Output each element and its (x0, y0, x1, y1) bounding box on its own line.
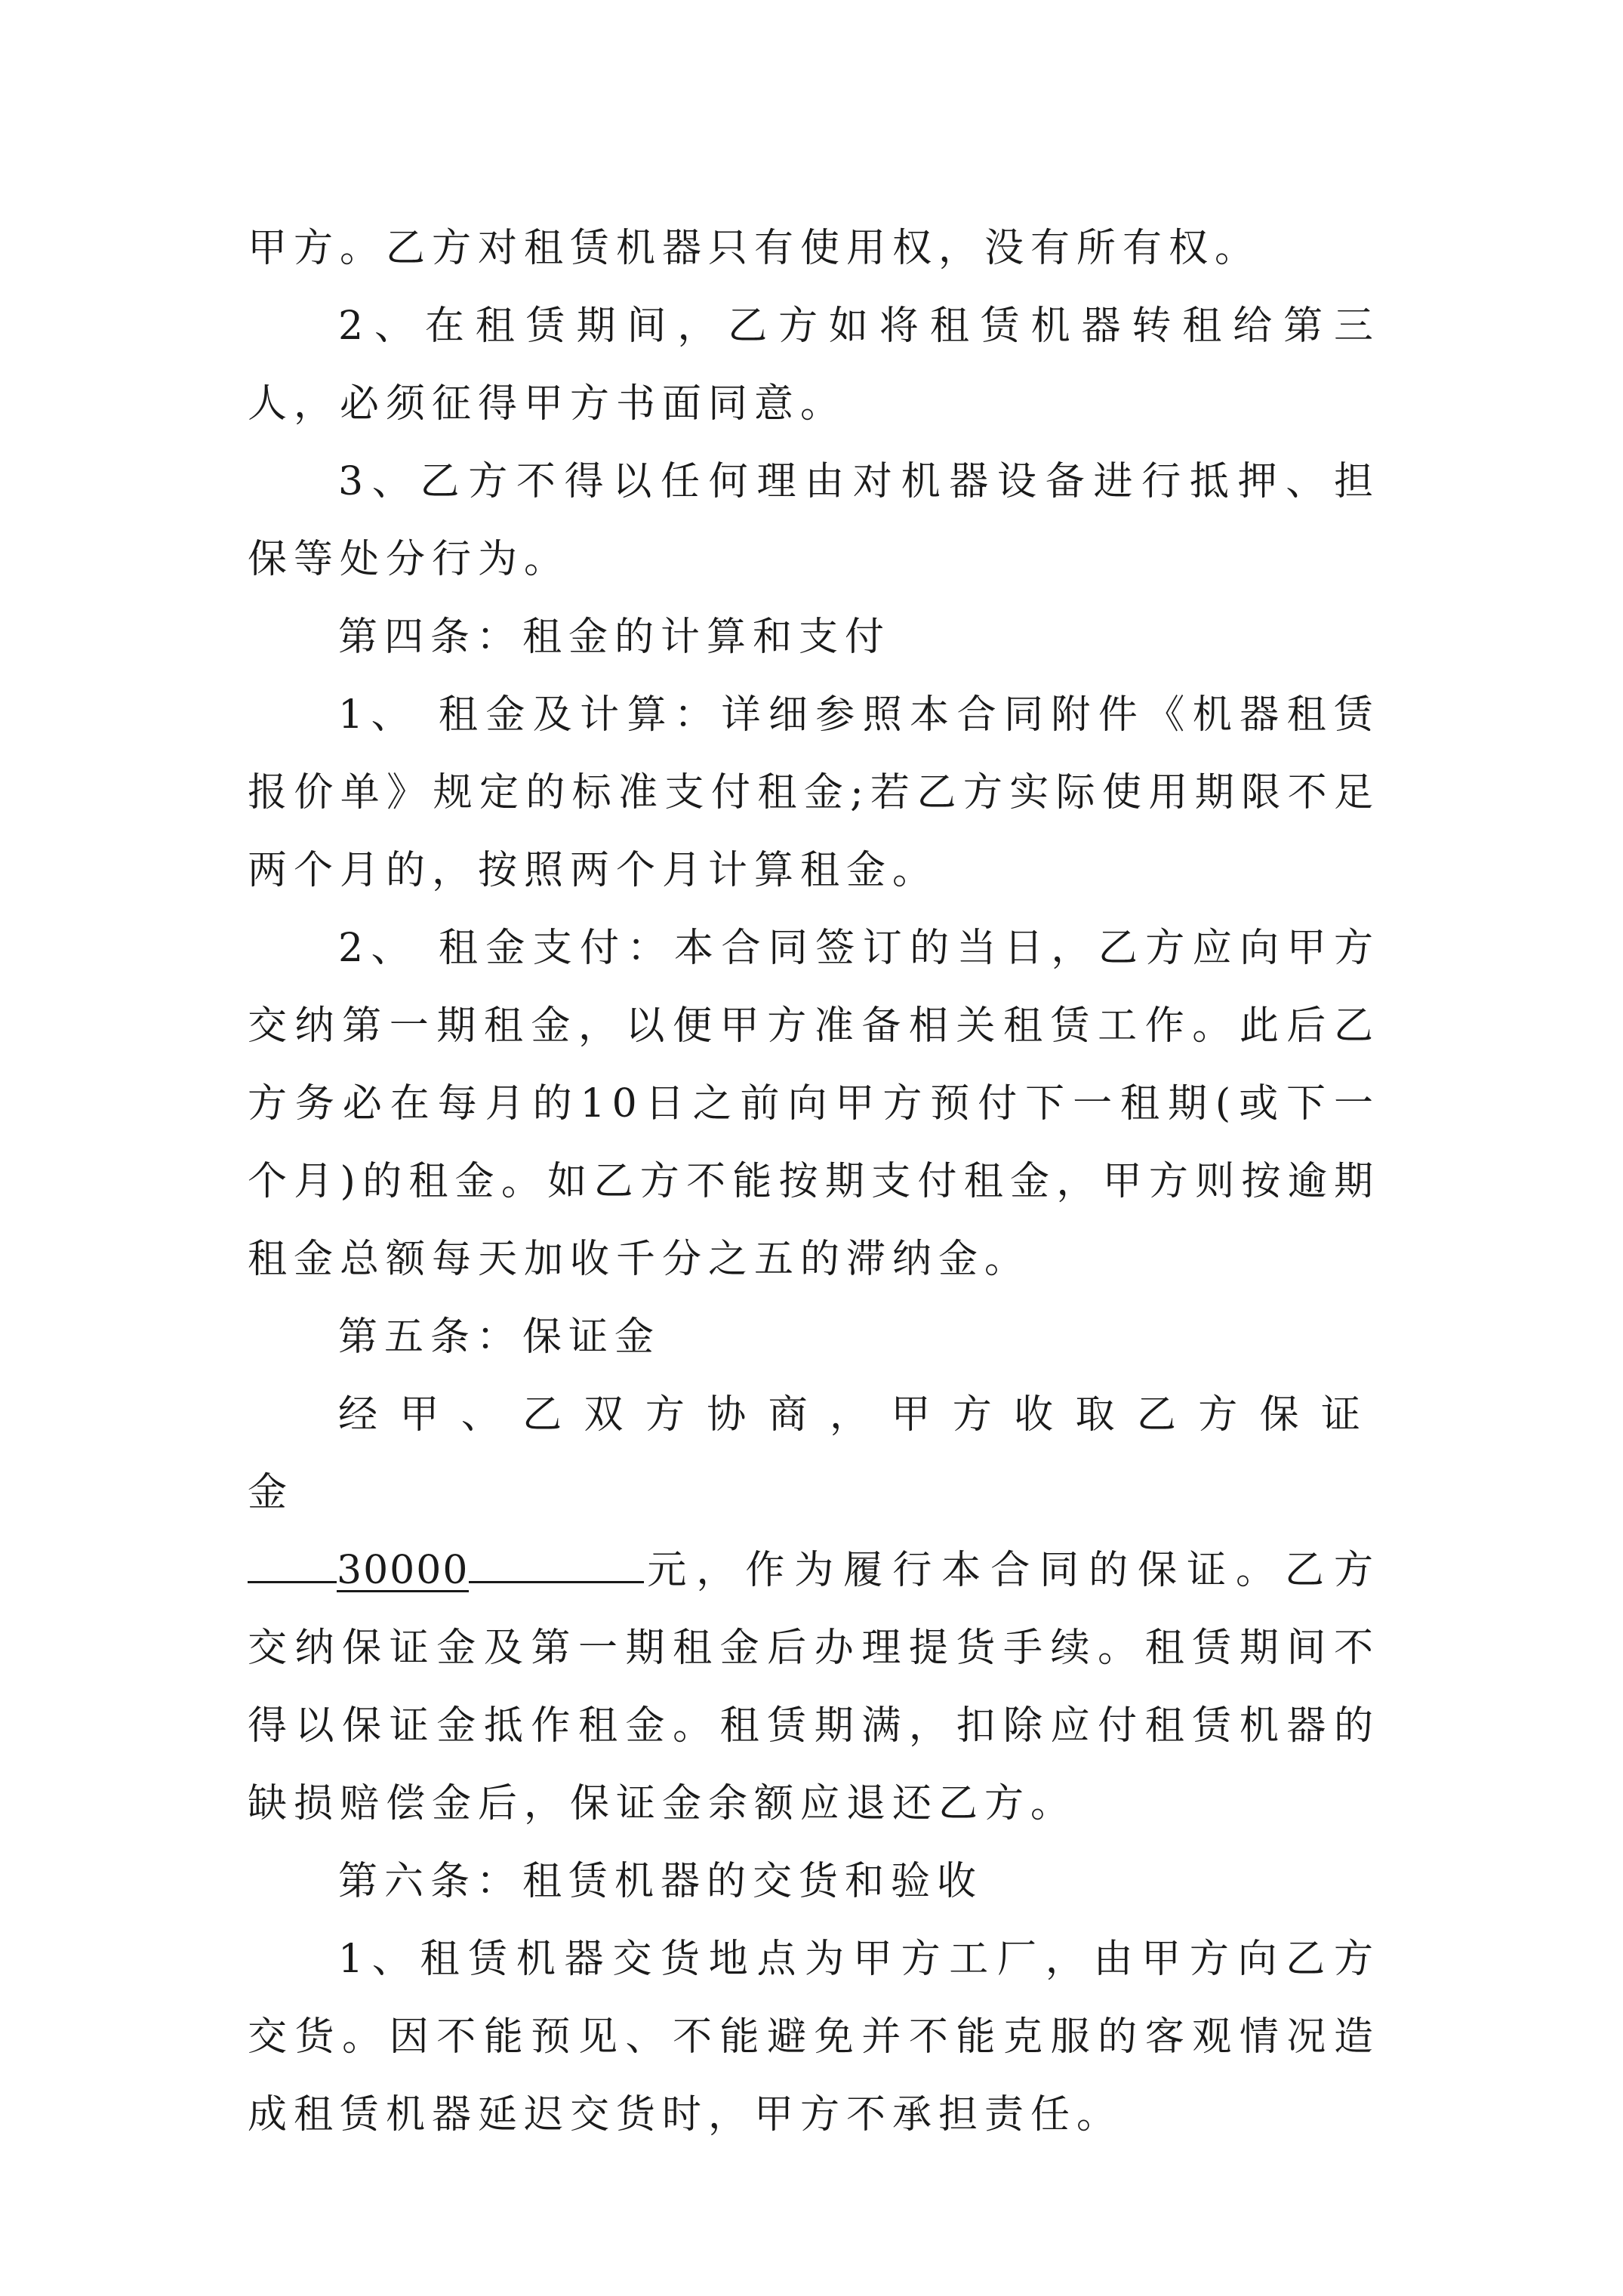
deposit-text: 元，作为履行本合同的保证。乙方交纳保证金及第一期租金后办理提货手续。租赁期间不得以保证金抵作租金。租赁期满，扣除应付租赁机器的缺损赔偿金后，保证金余额应退还乙方。 (248, 1548, 1380, 1826)
deposit-amount: 30000 (337, 1548, 470, 1593)
document-body (248, 210, 1380, 2154)
paragraph: 3、乙方不得以任何理由对机器设备进行抵押、担保等处分行为。 (248, 459, 1380, 582)
section-heading: 第六条：租赁机器的交货和验收 (338, 1859, 984, 1904)
paragraph: 2、 租金支付：本合同签订的当日，乙方应向甲方交纳第一期租金，以便甲方准备相关租赁工作。此后乙方务必在每月的10日之前向甲方预付下一租期(或下一个月)的租金。如乙方不能按期支付租金，甲方则按逾期租金总额每天加收千分之五的滞纳金。 (248, 926, 1380, 1282)
deposit-blank-leading (248, 1581, 337, 1583)
paragraph: 1、租赁机器交货地点为甲方工厂，由甲方向乙方交货。因不能预见、不能避免并不能克服的客观情况造成租赁机器延迟交货时，甲方不承担责任。 (248, 1937, 1380, 2137)
section-heading: 第五条：保证金 (338, 1314, 661, 1360)
deposit-intro: 经甲、乙双方协商，甲方收取乙方保证金 (248, 1392, 1380, 1515)
deposit-paragraph (248, 1532, 1380, 1843)
paragraph: 2、在租赁期间，乙方如将租赁机器转租给第三人，必须征得甲方书面同意。 (248, 304, 1380, 427)
section-heading: 第四条：租金的计算和支付 (338, 615, 892, 660)
paragraph: 甲方。乙方对租赁机器只有使用权，没有所有权。 (248, 226, 1261, 271)
paragraph: 1、 租金及计算：详细参照本合同附件《机器租赁报价单》规定的标准支付租金;若乙方实际使用期限不足两个月的，按照两个月计算租金。 (248, 692, 1380, 893)
deposit-blank-trailing (469, 1581, 644, 1583)
